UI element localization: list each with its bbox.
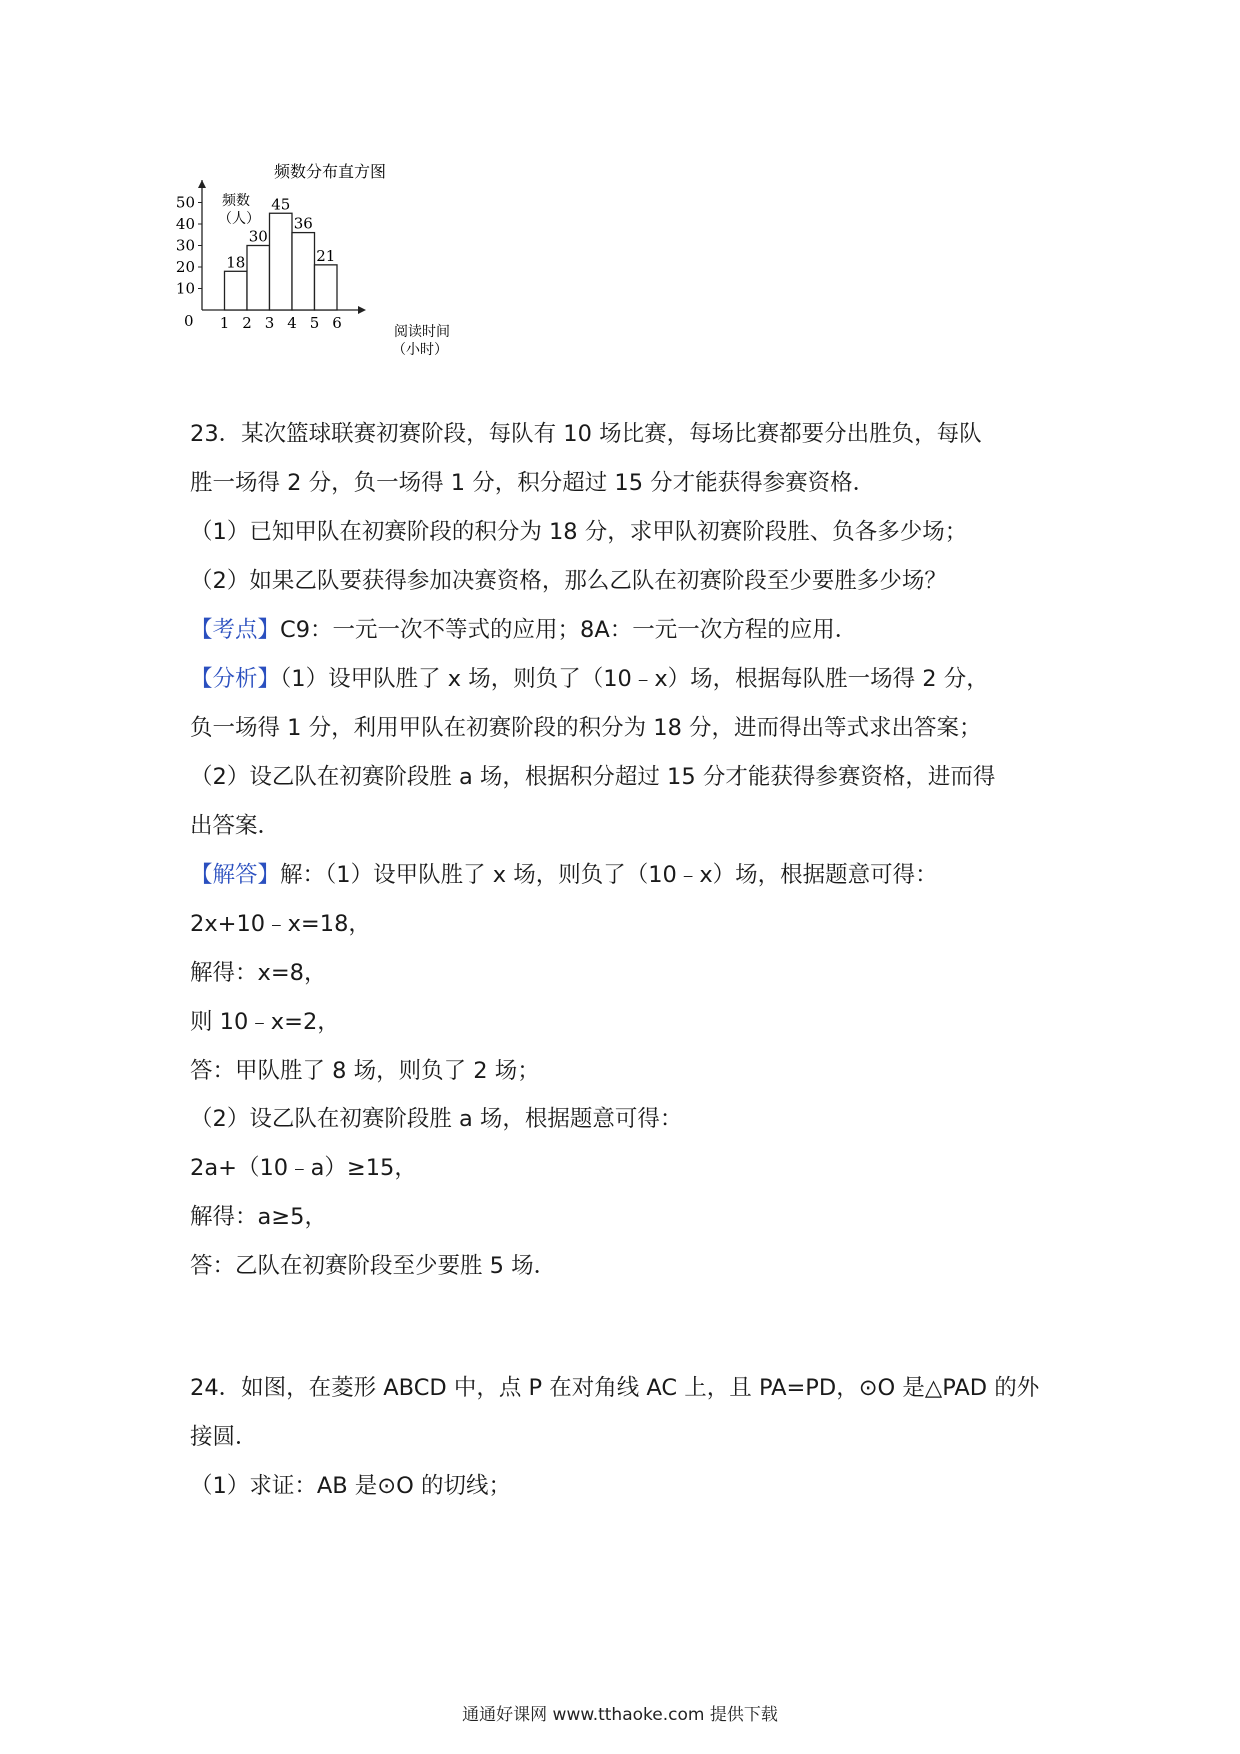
bar-value-label: 45 [271, 195, 291, 214]
x-axis-label-line2: （小时） [392, 342, 448, 358]
y-tick-label: 50 [175, 193, 195, 212]
q23-sol2-line4: 答：乙队在初赛阶段至少要胜 5 场． [190, 1253, 557, 1279]
q23-sol2-line3: 解得：a≥5， [190, 1204, 327, 1230]
question-23 [190, 410, 1070, 1096]
q23-stem-line1: 23．某次篮球联赛初赛阶段，每队有 10 场比赛，每场比赛都要分出胜负，每队 [190, 421, 982, 447]
q23-fenxi-line2: 负一场得 1 分，利用甲队在初赛阶段的积分为 18 分，进而得出等式求出答案； [190, 715, 982, 741]
chart-title: 频数分布直方图 [273, 162, 387, 181]
fenxi-text: （1）设甲队胜了 x 场，则负了（10﹣x）场，根据每队胜一场得 2 分， [280, 666, 989, 692]
fenxi-tag: 【分析】 [190, 666, 281, 692]
q23-sol2-line1: （2）设乙队在初赛阶段胜 a 场，根据题意可得： [190, 1106, 683, 1132]
bar-value-label: 36 [293, 214, 313, 233]
kaodian-tag: 【考点】 [190, 617, 281, 643]
histogram-svg [170, 150, 480, 410]
x-tick-label: 1 [219, 314, 230, 332]
x-tick-label: 2 [242, 314, 252, 332]
q23-part2: （2）如果乙队要获得参加决赛资格，那么乙队在初赛阶段至少要胜多少场？ [190, 568, 947, 594]
histogram-bar [270, 213, 293, 310]
bar-value-label: 21 [316, 246, 336, 265]
x-tick-label: 5 [309, 314, 320, 332]
x-tick-label: 3 [264, 314, 275, 332]
q23-fenxi-line4: 出答案． [190, 813, 281, 839]
q23-jieda [190, 851, 1070, 900]
q23-stem-line2: 胜一场得 2 分，负一场得 1 分，积分超过 15 分才能获得参赛资格． [190, 470, 876, 496]
x-axis-label-line1: 阅读时间 [394, 324, 450, 340]
jieda-tag: 【解答】 [190, 862, 281, 888]
q23-sol2-line2: 2a+（10﹣a）≥15， [190, 1155, 417, 1181]
q23-fenxi-line3: （2）设乙队在初赛阶段胜 a 场，根据积分超过 15 分才能获得参赛资格，进而得 [190, 764, 996, 790]
origin-label: 0 [184, 312, 194, 330]
x-tick-label: 4 [287, 314, 297, 332]
kaodian-text: C9：一元一次不等式的应用；8A：一元一次方程的应用． [280, 617, 858, 643]
jieda-text: 解：（1）设甲队胜了 x 场，则负了（10﹣x）场，根据题意可得： [280, 862, 938, 888]
histogram-bar [292, 233, 315, 310]
question-23-part2-solution [190, 1095, 1070, 1291]
histogram-bar [225, 271, 248, 310]
q23-part1: （1）已知甲队在初赛阶段的积分为 18 分，求甲队初赛阶段胜、负各多少场； [190, 519, 968, 545]
y-axis-arrow [198, 180, 206, 188]
q23-kaodian [190, 606, 1070, 655]
y-tick-label: 20 [175, 258, 195, 276]
q23-sol1-line4: 答：甲队胜了 8 场，则负了 2 场； [190, 1058, 540, 1084]
q24-stem-line2: 接圆． [190, 1424, 258, 1450]
y-axis-label-line1: 频数 [222, 193, 250, 209]
histogram-bar [315, 265, 338, 310]
histogram-bar [247, 246, 270, 311]
q23-fenxi [190, 655, 1070, 704]
q23-sol1-line1: 2x+10﹣x=18， [190, 911, 371, 937]
y-tick-label: 30 [175, 236, 195, 255]
histogram-chart [170, 150, 480, 410]
question-24 [190, 1364, 1070, 1511]
q23-sol1-line3: 则 10﹣x=2， [190, 1009, 340, 1035]
bar-value-label: 18 [226, 253, 246, 272]
y-axis-label-line2: （人） [218, 211, 260, 227]
q24-part1: （1）求证：AB 是⊙O 的切线； [190, 1473, 512, 1499]
q24-stem-line1: 24．如图，在菱形 ABCD 中，点 P 在对角线 AC 上，且 PA=PD，⊙O 是△PAD 的外 [190, 1375, 1040, 1401]
y-tick-label: 10 [175, 279, 195, 298]
page-footer: 通通好课网 www.tthaoke.com 提供下载 [462, 1705, 778, 1725]
x-axis-arrow [358, 306, 366, 314]
y-tick-label: 40 [175, 215, 195, 233]
q23-sol1-line2: 解得：x=8， [190, 960, 327, 986]
x-tick-label: 6 [332, 314, 342, 332]
bar-value-label: 30 [248, 227, 268, 246]
